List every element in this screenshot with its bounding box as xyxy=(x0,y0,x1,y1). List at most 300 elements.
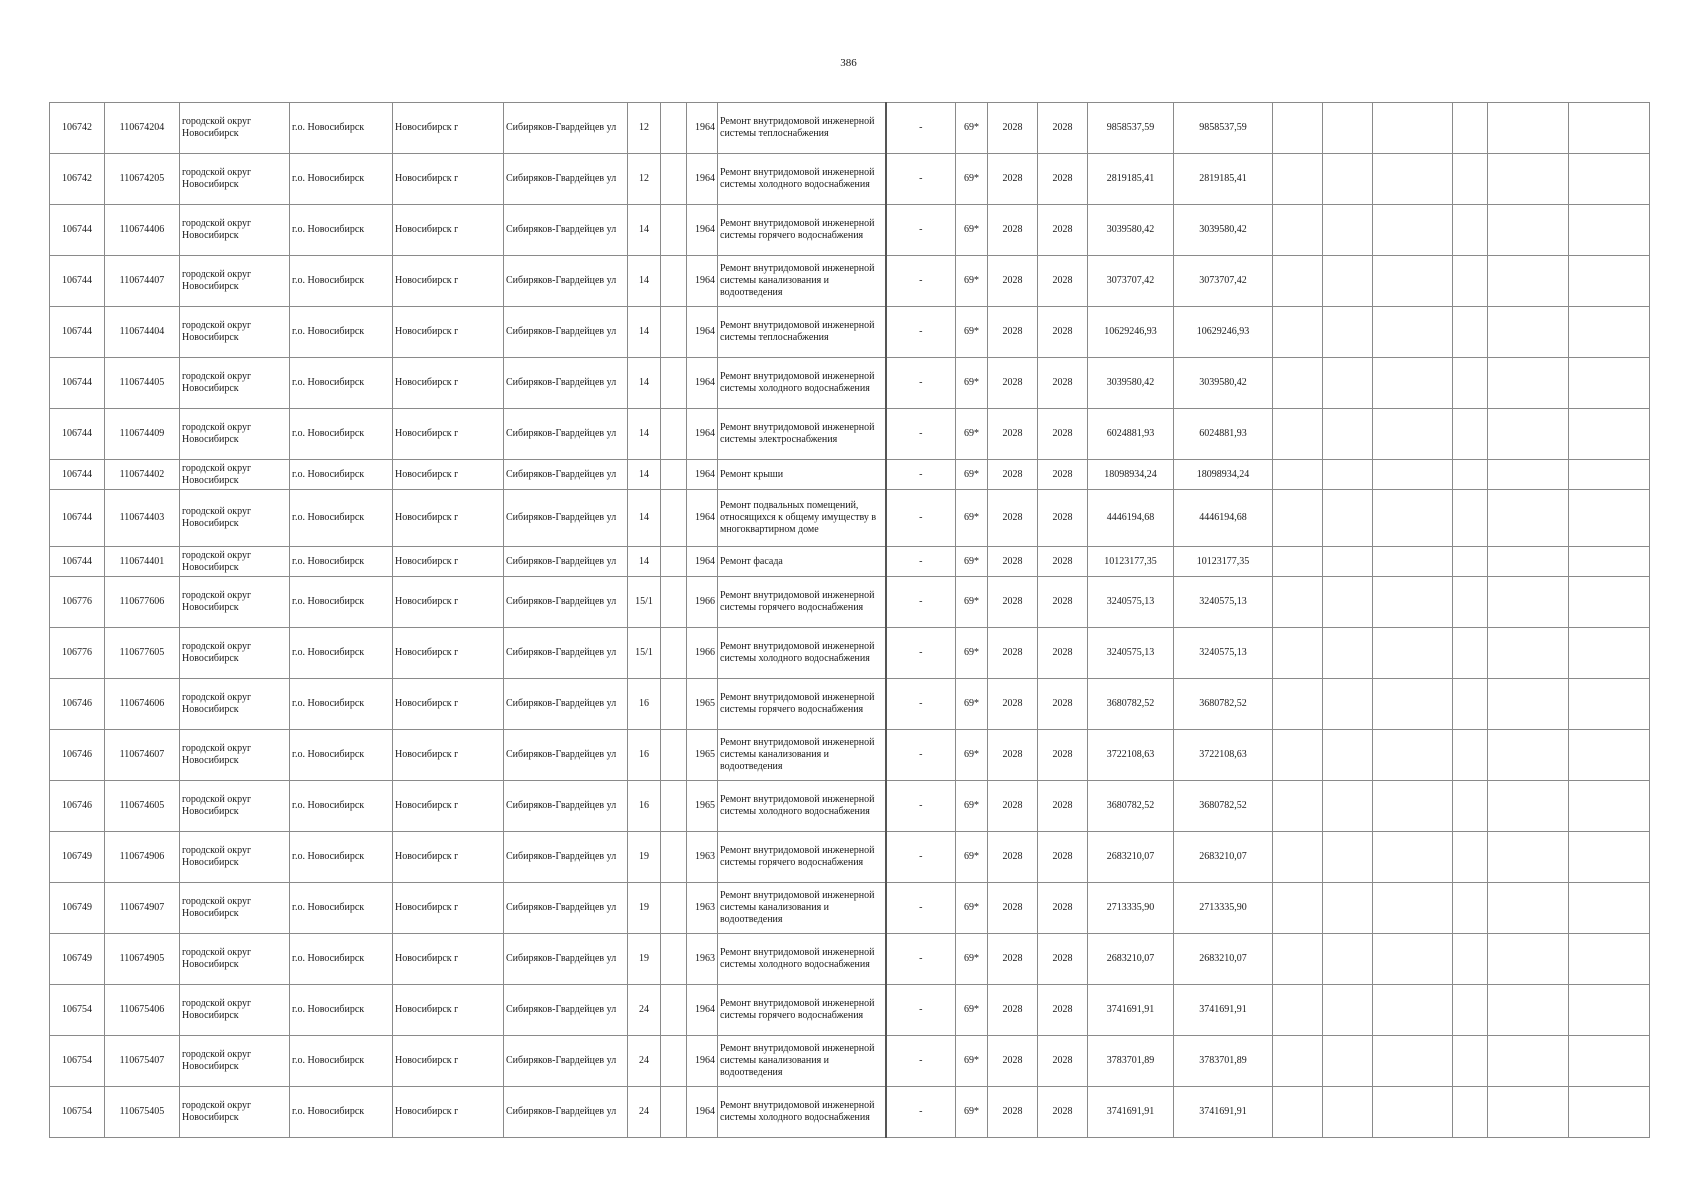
row-code: 110674404 xyxy=(105,307,180,358)
row-pct: 69* xyxy=(956,460,988,490)
row-id: 106744 xyxy=(50,256,105,307)
empty-cell xyxy=(1453,154,1488,205)
row-year-from: 2028 xyxy=(988,409,1038,460)
table-row xyxy=(50,154,1650,205)
row-cost: 9858537,59 xyxy=(1088,103,1174,154)
empty-cell xyxy=(1323,577,1373,628)
row-street: Сибиряков-Гвардейцев ул xyxy=(504,307,628,358)
row-year-to: 2028 xyxy=(1038,358,1088,409)
empty-cell xyxy=(1323,409,1373,460)
row-mark: - xyxy=(886,358,956,409)
row-code: 110677606 xyxy=(105,577,180,628)
row-city: Новосибирск г xyxy=(393,154,504,205)
row-year-from: 2028 xyxy=(988,781,1038,832)
row-year-to: 2028 xyxy=(1038,1087,1088,1138)
row-house: 14 xyxy=(628,358,661,409)
row-year-from: 2028 xyxy=(988,205,1038,256)
row-code: 110674907 xyxy=(105,883,180,934)
row-year-to: 2028 xyxy=(1038,154,1088,205)
row-cost: 6024881,93 xyxy=(1088,409,1174,460)
row-okrug: городской округ Новосибирск xyxy=(180,154,290,205)
row-letter xyxy=(661,883,687,934)
row-municipality: г.о. Новосибирск xyxy=(290,490,393,547)
row-mark: - xyxy=(886,103,956,154)
row-municipality: г.о. Новосибирск xyxy=(290,358,393,409)
row-okrug: городской округ Новосибирск xyxy=(180,490,290,547)
row-pct: 69* xyxy=(956,781,988,832)
row-total: 10629246,93 xyxy=(1174,307,1273,358)
row-year-from: 2028 xyxy=(988,547,1038,577)
row-year-from: 2028 xyxy=(988,985,1038,1036)
row-letter xyxy=(661,205,687,256)
row-house: 16 xyxy=(628,781,661,832)
row-code: 110674403 xyxy=(105,490,180,547)
empty-cell xyxy=(1569,985,1650,1036)
empty-cell xyxy=(1488,205,1569,256)
row-house: 14 xyxy=(628,460,661,490)
row-mark: - xyxy=(886,730,956,781)
row-work: Ремонт внутридомовой инженерной системы холодного водоснабжения xyxy=(718,934,886,985)
row-work: Ремонт внутридомовой инженерной системы горячего водоснабжения xyxy=(718,832,886,883)
empty-cell xyxy=(1273,256,1323,307)
row-work: Ремонт внутридомовой инженерной системы горячего водоснабжения xyxy=(718,985,886,1036)
row-mark: - xyxy=(886,256,956,307)
row-street: Сибиряков-Гвардейцев ул xyxy=(504,256,628,307)
empty-cell xyxy=(1453,781,1488,832)
empty-cell xyxy=(1453,679,1488,730)
empty-cell xyxy=(1323,547,1373,577)
row-mark: - xyxy=(886,154,956,205)
row-letter xyxy=(661,628,687,679)
row-street: Сибиряков-Гвардейцев ул xyxy=(504,577,628,628)
row-id: 106754 xyxy=(50,1087,105,1138)
empty-cell xyxy=(1488,985,1569,1036)
row-year: 1964 xyxy=(687,985,718,1036)
row-work: Ремонт внутридомовой инженерной системы теплоснабжения xyxy=(718,307,886,358)
empty-cell xyxy=(1488,409,1569,460)
empty-cell xyxy=(1373,628,1453,679)
row-city: Новосибирск г xyxy=(393,547,504,577)
empty-cell xyxy=(1373,985,1453,1036)
table-row xyxy=(50,679,1650,730)
row-letter xyxy=(661,256,687,307)
empty-cell xyxy=(1273,781,1323,832)
row-mark: - xyxy=(886,205,956,256)
empty-cell xyxy=(1569,679,1650,730)
empty-cell xyxy=(1453,205,1488,256)
row-year-to: 2028 xyxy=(1038,985,1088,1036)
row-municipality: г.о. Новосибирск xyxy=(290,409,393,460)
row-cost: 3741691,91 xyxy=(1088,1087,1174,1138)
row-city: Новосибирск г xyxy=(393,358,504,409)
row-id: 106746 xyxy=(50,730,105,781)
row-code: 110674405 xyxy=(105,358,180,409)
table-row xyxy=(50,985,1650,1036)
row-code: 110674402 xyxy=(105,460,180,490)
row-municipality: г.о. Новосибирск xyxy=(290,577,393,628)
row-letter xyxy=(661,1087,687,1138)
empty-cell xyxy=(1453,103,1488,154)
empty-cell xyxy=(1569,628,1650,679)
row-year: 1964 xyxy=(687,490,718,547)
row-cost: 3783701,89 xyxy=(1088,1036,1174,1087)
row-city: Новосибирск г xyxy=(393,934,504,985)
empty-cell xyxy=(1323,256,1373,307)
row-street: Сибиряков-Гвардейцев ул xyxy=(504,358,628,409)
empty-cell xyxy=(1323,883,1373,934)
row-work: Ремонт внутридомовой инженерной системы холодного водоснабжения xyxy=(718,1087,886,1138)
empty-cell xyxy=(1323,358,1373,409)
row-city: Новосибирск г xyxy=(393,205,504,256)
row-city: Новосибирск г xyxy=(393,577,504,628)
row-mark: - xyxy=(886,460,956,490)
empty-cell xyxy=(1488,307,1569,358)
row-street: Сибиряков-Гвардейцев ул xyxy=(504,1087,628,1138)
row-work: Ремонт внутридомовой инженерной системы канализования и водоотведения xyxy=(718,1036,886,1087)
row-total: 4446194,68 xyxy=(1174,490,1273,547)
empty-cell xyxy=(1453,460,1488,490)
row-total: 3073707,42 xyxy=(1174,256,1273,307)
row-city: Новосибирск г xyxy=(393,985,504,1036)
row-total: 3741691,91 xyxy=(1174,1087,1273,1138)
row-id: 106744 xyxy=(50,547,105,577)
row-mark: - xyxy=(886,490,956,547)
row-code: 110674905 xyxy=(105,934,180,985)
empty-cell xyxy=(1373,307,1453,358)
row-pct: 69* xyxy=(956,256,988,307)
row-municipality: г.о. Новосибирск xyxy=(290,1087,393,1138)
row-pct: 69* xyxy=(956,730,988,781)
row-street: Сибиряков-Гвардейцев ул xyxy=(504,679,628,730)
empty-cell xyxy=(1569,730,1650,781)
empty-cell xyxy=(1569,577,1650,628)
row-year-to: 2028 xyxy=(1038,934,1088,985)
row-id: 106754 xyxy=(50,985,105,1036)
row-code: 110674906 xyxy=(105,832,180,883)
table-row xyxy=(50,490,1650,547)
row-street: Сибиряков-Гвардейцев ул xyxy=(504,832,628,883)
row-code: 110674401 xyxy=(105,547,180,577)
row-city: Новосибирск г xyxy=(393,103,504,154)
row-letter xyxy=(661,490,687,547)
row-letter xyxy=(661,307,687,358)
empty-cell xyxy=(1488,490,1569,547)
row-pct: 69* xyxy=(956,883,988,934)
row-code: 110674204 xyxy=(105,103,180,154)
row-code: 110674205 xyxy=(105,154,180,205)
row-cost: 3680782,52 xyxy=(1088,679,1174,730)
row-cost: 18098934,24 xyxy=(1088,460,1174,490)
row-year-to: 2028 xyxy=(1038,781,1088,832)
row-total: 3680782,52 xyxy=(1174,679,1273,730)
row-code: 110675406 xyxy=(105,985,180,1036)
row-id: 106776 xyxy=(50,628,105,679)
row-mark: - xyxy=(886,577,956,628)
row-total: 3039580,42 xyxy=(1174,358,1273,409)
row-year: 1964 xyxy=(687,358,718,409)
empty-cell xyxy=(1373,460,1453,490)
empty-cell xyxy=(1373,490,1453,547)
row-work: Ремонт фасада xyxy=(718,547,886,577)
row-year: 1964 xyxy=(687,1036,718,1087)
empty-cell xyxy=(1453,256,1488,307)
empty-cell xyxy=(1453,490,1488,547)
empty-cell xyxy=(1273,577,1323,628)
row-house: 12 xyxy=(628,103,661,154)
row-year-from: 2028 xyxy=(988,934,1038,985)
row-year: 1965 xyxy=(687,781,718,832)
row-house: 19 xyxy=(628,934,661,985)
row-year: 1964 xyxy=(687,547,718,577)
empty-cell xyxy=(1569,547,1650,577)
empty-cell xyxy=(1323,730,1373,781)
row-okrug: городской округ Новосибирск xyxy=(180,628,290,679)
row-pct: 69* xyxy=(956,1087,988,1138)
empty-cell xyxy=(1323,205,1373,256)
row-mark: - xyxy=(886,307,956,358)
empty-cell xyxy=(1273,154,1323,205)
table-row xyxy=(50,205,1650,256)
row-okrug: городской округ Новосибирск xyxy=(180,205,290,256)
row-pct: 69* xyxy=(956,679,988,730)
row-street: Сибиряков-Гвардейцев ул xyxy=(504,154,628,205)
row-house: 24 xyxy=(628,1087,661,1138)
row-total: 2683210,07 xyxy=(1174,832,1273,883)
row-mark: - xyxy=(886,985,956,1036)
row-street: Сибиряков-Гвардейцев ул xyxy=(504,985,628,1036)
row-id: 106744 xyxy=(50,205,105,256)
empty-cell xyxy=(1488,628,1569,679)
empty-cell xyxy=(1569,883,1650,934)
row-code: 110674607 xyxy=(105,730,180,781)
table-row xyxy=(50,628,1650,679)
empty-cell xyxy=(1488,154,1569,205)
row-cost: 3722108,63 xyxy=(1088,730,1174,781)
row-house: 24 xyxy=(628,1036,661,1087)
row-id: 106742 xyxy=(50,154,105,205)
empty-cell xyxy=(1488,1036,1569,1087)
row-house: 16 xyxy=(628,679,661,730)
row-okrug: городской округ Новосибирск xyxy=(180,1036,290,1087)
row-street: Сибиряков-Гвардейцев ул xyxy=(504,1036,628,1087)
row-work: Ремонт внутридомовой инженерной системы электроснабжения xyxy=(718,409,886,460)
table-row xyxy=(50,832,1650,883)
row-code: 110677605 xyxy=(105,628,180,679)
row-street: Сибиряков-Гвардейцев ул xyxy=(504,205,628,256)
row-municipality: г.о. Новосибирск xyxy=(290,628,393,679)
empty-cell xyxy=(1569,103,1650,154)
row-year-to: 2028 xyxy=(1038,547,1088,577)
row-street: Сибиряков-Гвардейцев ул xyxy=(504,103,628,154)
row-street: Сибиряков-Гвардейцев ул xyxy=(504,490,628,547)
row-cost: 4446194,68 xyxy=(1088,490,1174,547)
row-mark: - xyxy=(886,832,956,883)
row-id: 106749 xyxy=(50,832,105,883)
empty-cell xyxy=(1569,358,1650,409)
row-year: 1963 xyxy=(687,883,718,934)
row-house: 14 xyxy=(628,307,661,358)
empty-cell xyxy=(1373,781,1453,832)
table-row xyxy=(50,730,1650,781)
row-okrug: городской округ Новосибирск xyxy=(180,256,290,307)
row-work: Ремонт внутридомовой инженерной системы канализования и водоотведения xyxy=(718,256,886,307)
row-pct: 69* xyxy=(956,985,988,1036)
row-letter xyxy=(661,832,687,883)
row-cost: 3741691,91 xyxy=(1088,985,1174,1036)
row-house: 15/1 xyxy=(628,577,661,628)
empty-cell xyxy=(1488,934,1569,985)
empty-cell xyxy=(1373,883,1453,934)
table-row xyxy=(50,307,1650,358)
row-code: 110675407 xyxy=(105,1036,180,1087)
row-house: 14 xyxy=(628,490,661,547)
row-municipality: г.о. Новосибирск xyxy=(290,832,393,883)
empty-cell xyxy=(1273,730,1323,781)
row-cost: 3680782,52 xyxy=(1088,781,1174,832)
empty-cell xyxy=(1488,730,1569,781)
row-year-from: 2028 xyxy=(988,358,1038,409)
empty-cell xyxy=(1488,832,1569,883)
row-letter xyxy=(661,547,687,577)
row-cost: 3039580,42 xyxy=(1088,205,1174,256)
row-pct: 69* xyxy=(956,103,988,154)
table-row xyxy=(50,883,1650,934)
row-id: 106744 xyxy=(50,358,105,409)
row-cost: 2713335,90 xyxy=(1088,883,1174,934)
table-row xyxy=(50,103,1650,154)
row-municipality: г.о. Новосибирск xyxy=(290,547,393,577)
row-okrug: городской округ Новосибирск xyxy=(180,358,290,409)
table-row xyxy=(50,409,1650,460)
row-work: Ремонт внутридомовой инженерной системы канализования и водоотведения xyxy=(718,730,886,781)
row-house: 14 xyxy=(628,409,661,460)
row-year-to: 2028 xyxy=(1038,205,1088,256)
row-letter xyxy=(661,934,687,985)
row-city: Новосибирск г xyxy=(393,832,504,883)
row-letter xyxy=(661,985,687,1036)
row-total: 18098934,24 xyxy=(1174,460,1273,490)
empty-cell xyxy=(1373,409,1453,460)
row-cost: 3039580,42 xyxy=(1088,358,1174,409)
row-code: 110674605 xyxy=(105,781,180,832)
row-year-to: 2028 xyxy=(1038,307,1088,358)
empty-cell xyxy=(1323,985,1373,1036)
empty-cell xyxy=(1323,781,1373,832)
empty-cell xyxy=(1273,832,1323,883)
empty-cell xyxy=(1488,358,1569,409)
empty-cell xyxy=(1373,547,1453,577)
empty-cell xyxy=(1323,490,1373,547)
row-letter xyxy=(661,154,687,205)
row-cost: 3240575,13 xyxy=(1088,577,1174,628)
empty-cell xyxy=(1273,985,1323,1036)
row-cost: 10123177,35 xyxy=(1088,547,1174,577)
empty-cell xyxy=(1273,1087,1323,1138)
empty-cell xyxy=(1569,460,1650,490)
row-cost: 2819185,41 xyxy=(1088,154,1174,205)
row-year: 1964 xyxy=(687,307,718,358)
row-mark: - xyxy=(886,781,956,832)
row-pct: 69* xyxy=(956,1036,988,1087)
row-street: Сибиряков-Гвардейцев ул xyxy=(504,781,628,832)
row-letter xyxy=(661,409,687,460)
row-letter xyxy=(661,730,687,781)
row-pct: 69* xyxy=(956,307,988,358)
row-id: 106754 xyxy=(50,1036,105,1087)
row-work: Ремонт внутридомовой инженерной системы холодного водоснабжения xyxy=(718,358,886,409)
empty-cell xyxy=(1453,934,1488,985)
row-house: 19 xyxy=(628,883,661,934)
empty-cell xyxy=(1569,307,1650,358)
row-total: 2819185,41 xyxy=(1174,154,1273,205)
row-id: 106776 xyxy=(50,577,105,628)
row-okrug: городской округ Новосибирск xyxy=(180,409,290,460)
row-city: Новосибирск г xyxy=(393,490,504,547)
row-year: 1964 xyxy=(687,1087,718,1138)
row-code: 110674406 xyxy=(105,205,180,256)
row-id: 106744 xyxy=(50,490,105,547)
empty-cell xyxy=(1569,490,1650,547)
row-okrug: городской округ Новосибирск xyxy=(180,1087,290,1138)
row-okrug: городской округ Новосибирск xyxy=(180,460,290,490)
row-pct: 69* xyxy=(956,205,988,256)
row-house: 12 xyxy=(628,154,661,205)
row-year-to: 2028 xyxy=(1038,679,1088,730)
row-total: 3783701,89 xyxy=(1174,1036,1273,1087)
empty-cell xyxy=(1273,547,1323,577)
row-year: 1964 xyxy=(687,256,718,307)
row-year-from: 2028 xyxy=(988,256,1038,307)
row-letter xyxy=(661,358,687,409)
table-row xyxy=(50,256,1650,307)
row-year: 1965 xyxy=(687,679,718,730)
row-total: 6024881,93 xyxy=(1174,409,1273,460)
empty-cell xyxy=(1273,307,1323,358)
row-okrug: городской округ Новосибирск xyxy=(180,730,290,781)
row-work: Ремонт крыши xyxy=(718,460,886,490)
table-row xyxy=(50,358,1650,409)
empty-cell xyxy=(1323,460,1373,490)
row-street: Сибиряков-Гвардейцев ул xyxy=(504,628,628,679)
table-row xyxy=(50,781,1650,832)
row-municipality: г.о. Новосибирск xyxy=(290,730,393,781)
empty-cell xyxy=(1373,256,1453,307)
table-row xyxy=(50,1087,1650,1138)
row-municipality: г.о. Новосибирск xyxy=(290,679,393,730)
row-work: Ремонт внутридомовой инженерной системы горячего водоснабжения xyxy=(718,205,886,256)
row-pct: 69* xyxy=(956,934,988,985)
row-house: 24 xyxy=(628,985,661,1036)
row-city: Новосибирск г xyxy=(393,307,504,358)
row-municipality: г.о. Новосибирск xyxy=(290,103,393,154)
row-id: 106744 xyxy=(50,307,105,358)
row-total: 3039580,42 xyxy=(1174,205,1273,256)
row-id: 106746 xyxy=(50,781,105,832)
empty-cell xyxy=(1453,832,1488,883)
row-year-from: 2028 xyxy=(988,103,1038,154)
empty-cell xyxy=(1273,883,1323,934)
row-street: Сибиряков-Гвардейцев ул xyxy=(504,409,628,460)
empty-cell xyxy=(1273,679,1323,730)
empty-cell xyxy=(1488,781,1569,832)
row-year: 1963 xyxy=(687,934,718,985)
empty-cell xyxy=(1488,679,1569,730)
row-municipality: г.о. Новосибирск xyxy=(290,307,393,358)
row-year-from: 2028 xyxy=(988,832,1038,883)
row-year-to: 2028 xyxy=(1038,460,1088,490)
row-street: Сибиряков-Гвардейцев ул xyxy=(504,460,628,490)
empty-cell xyxy=(1273,490,1323,547)
